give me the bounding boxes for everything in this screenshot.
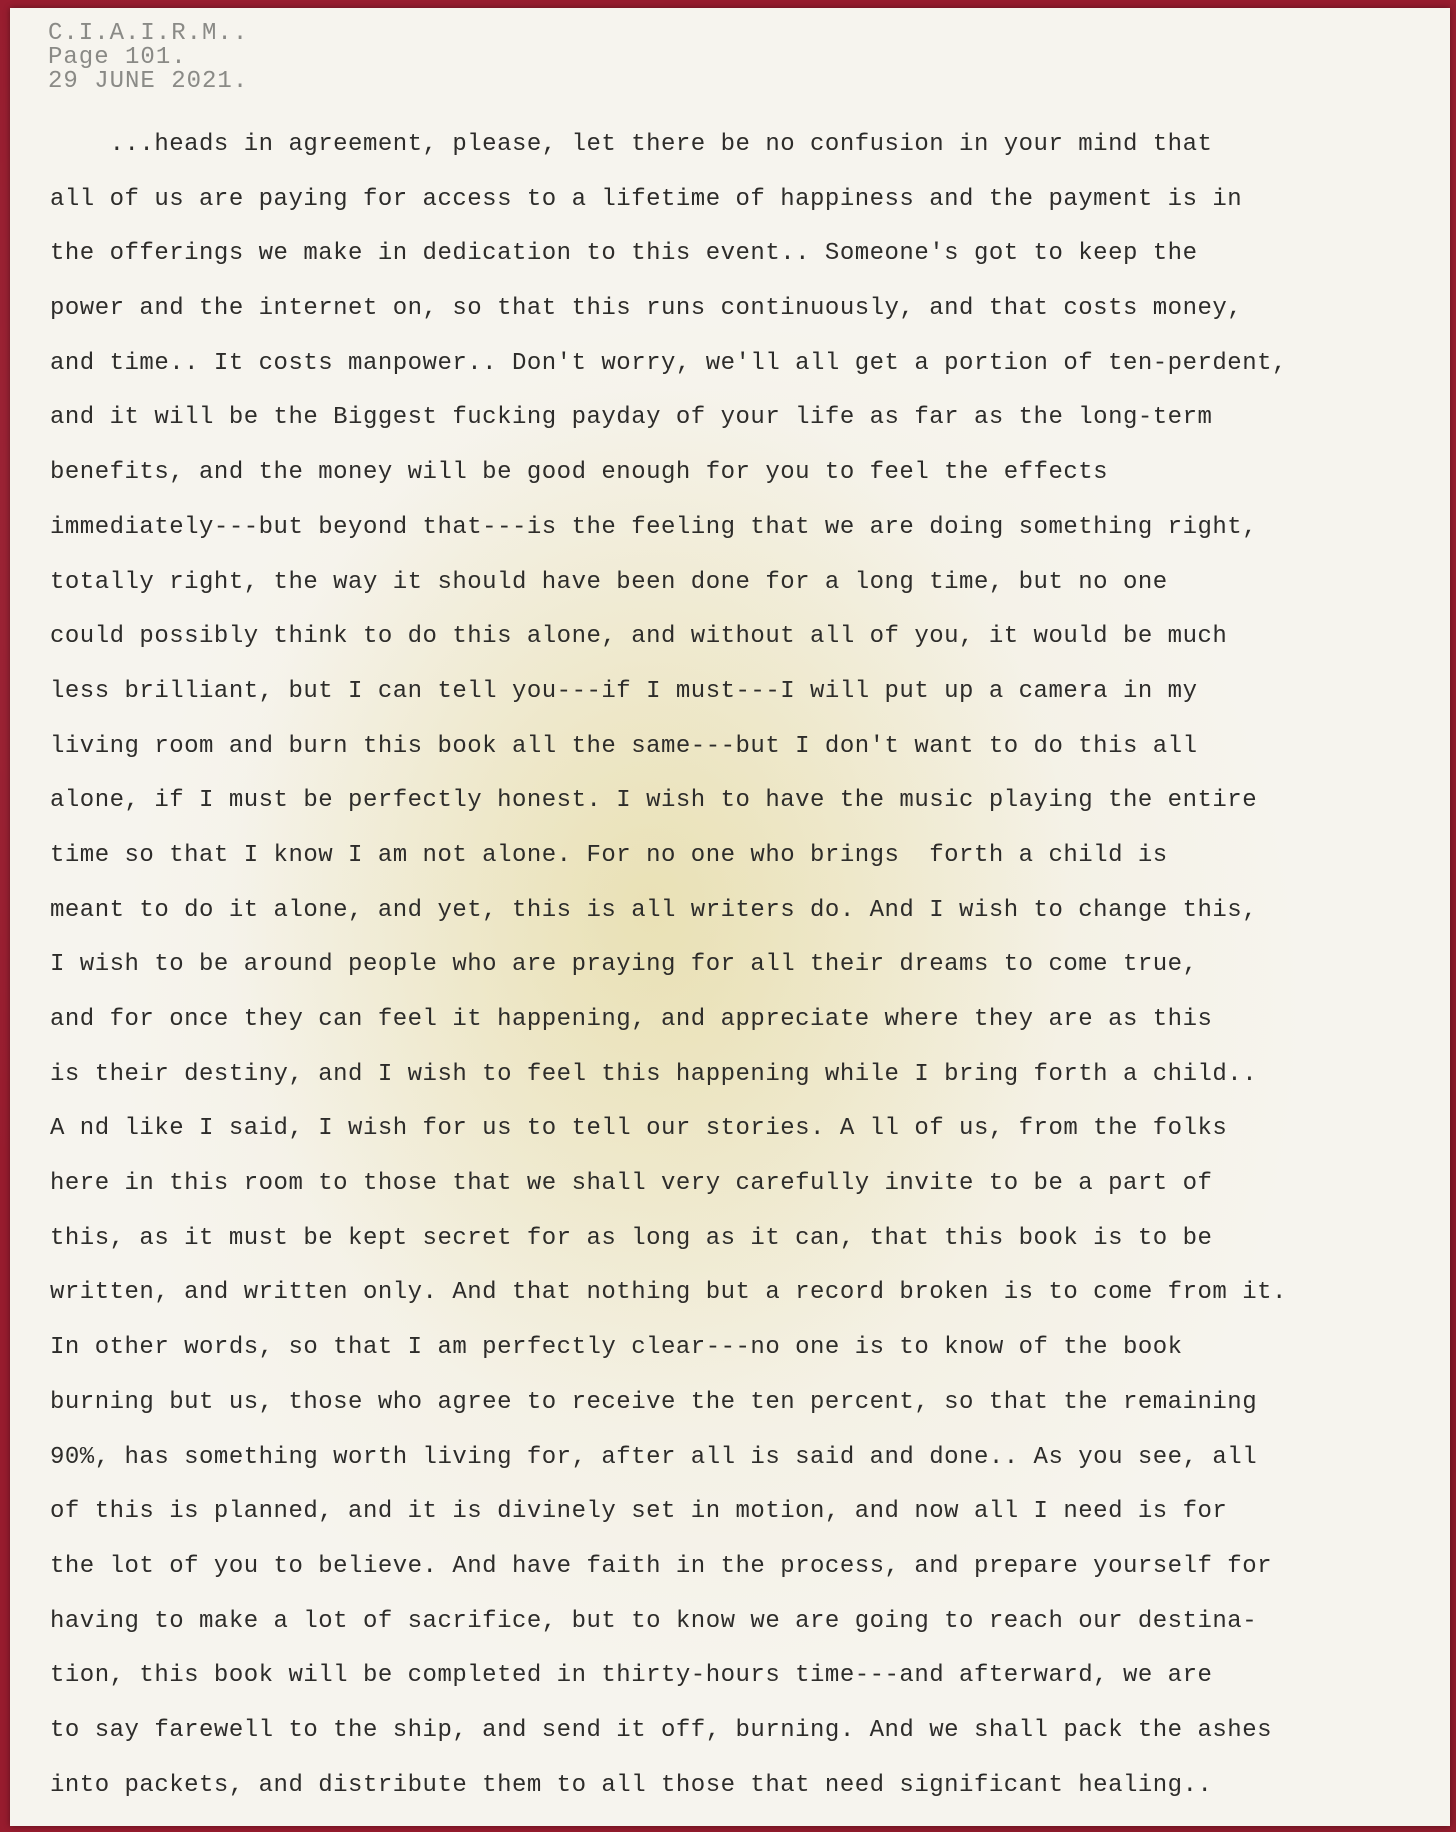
text-line: A nd like I said, I wish for us to tell our stories. A ll of us, from the folks [50, 1115, 1228, 1143]
typewritten-page [10, 8, 1450, 1826]
text-line: the lot of you to believe. And have faith in the process, and prepare yourself for [50, 1552, 1272, 1580]
text-line: totally right, the way it should have been done for a long time, but no one [50, 568, 1168, 596]
text-line: less brilliant, but I can tell you---if I must---I will put up a camera in my [50, 677, 1198, 705]
text-line: In other words, so that I am perfectly clear---no one is to know of the book [50, 1334, 1183, 1362]
text-line: benefits, and the money will be good enough for you to feel the effects [50, 459, 1109, 487]
text-line: of this is planned, and it is divinely set in motion, and now all I need is for [50, 1498, 1228, 1526]
text-line: ...heads in agreement, please, let there be no confusion in your mind that [50, 131, 1213, 158]
header-date: 29 JUNE 2021. [48, 68, 249, 95]
text-line: living room and burn this book all the same---but I don't want to do this all [50, 732, 1198, 760]
text-line: here in this room to those that we shall very carefully invite to be a part of [50, 1170, 1213, 1198]
body-text [50, 130, 1440, 1825]
text-line: could possibly think to do this alone, and without all of you, it would be much [50, 623, 1228, 651]
page-header [48, 22, 248, 94]
text-line: I wish to be around people who are praying for all their dreams to come true, [50, 951, 1198, 979]
text-line: and for once they can feel it happening, and appreciate where they are as this [50, 1006, 1213, 1033]
text-line: power and the internet on, so that this runs continuously, and that costs money, [50, 295, 1243, 323]
text-line: alone, if I must be perfectly honest. I wish to have the music playing the entire [50, 787, 1258, 815]
text-line: meant to do it alone, and yet, this is all writers do. And I wish to change this, [50, 896, 1258, 924]
text-line: this, as it must be kept secret for as long as it can, that this book is to be [50, 1224, 1213, 1252]
text-line: burning but us, those who agree to receive the ten percent, so that the remaining [50, 1388, 1258, 1416]
text-line: and it will be the Biggest fucking payday of your life as far as the long-term [50, 404, 1213, 432]
text-line: 90%, has something worth living for, after all is said and done.. As you see, all [50, 1443, 1258, 1471]
text-line: tion, this book will be completed in thirty-hours time---and afterward, we are [50, 1662, 1213, 1690]
header-title: C.I.A.I.R.M.. [48, 20, 249, 47]
header-page-number: Page 101. [48, 44, 187, 71]
text-line: to say farewell to the ship, and send it off, burning. And we shall pack the ashes [50, 1716, 1272, 1744]
text-line: immediately---but beyond that---is the feeling that we are doing something right, [50, 513, 1258, 541]
text-line: and time.. It costs manpower.. Don't worry, we'll all get a portion of ten-perdent, [50, 349, 1287, 377]
text-line: all of us are paying for access to a lifetime of happiness and the payment is in [50, 185, 1243, 213]
text-line: the offerings we make in dedication to this event.. Someone's got to keep the [50, 240, 1198, 268]
text-line: written, and written only. And that nothing but a record broken is to come from it. [50, 1279, 1287, 1307]
text-line: into packets, and distribute them to all those that need significant healing.. [50, 1771, 1213, 1799]
text-line: having to make a lot of sacrifice, but to know we are going to reach our destina- [50, 1607, 1258, 1635]
text-line: time so that I know I am not alone. For no one who brings forth a child is [50, 841, 1168, 869]
text-line: is their destiny, and I wish to feel this happening while I bring forth a child.. [50, 1060, 1258, 1088]
